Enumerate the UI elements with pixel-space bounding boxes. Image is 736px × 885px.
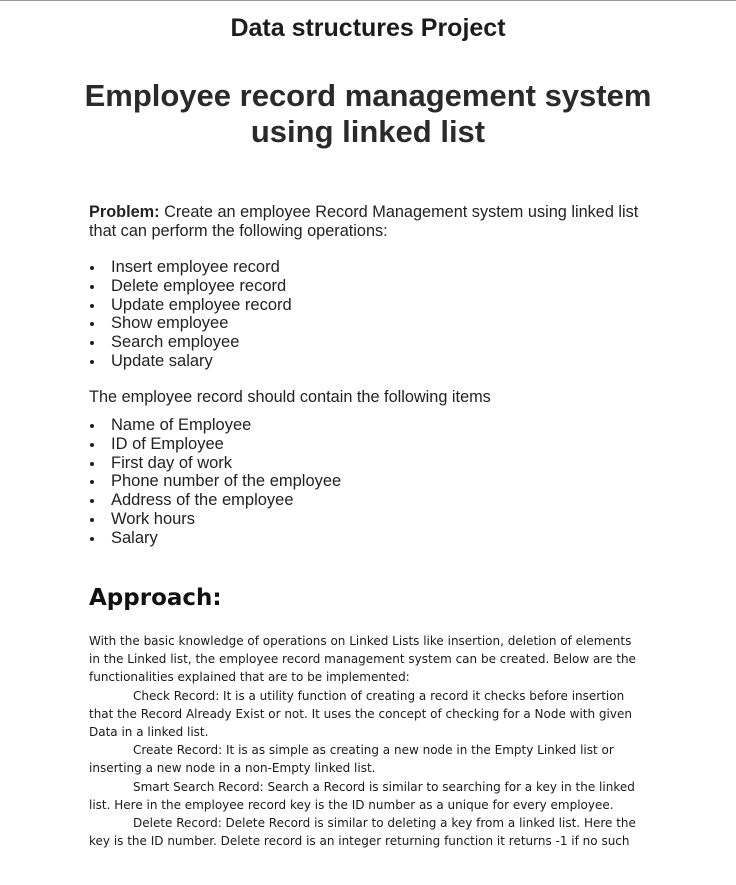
document-title: [60, 78, 676, 150]
paragraph-check-record: Check Record: It is a utility function of creating a record it checks before insertion that the Record Already Exist or not. It uses the concept of checking for a Node with given Data in a linked list.: [89, 688, 632, 740]
list-item: Phone number of the employee: [89, 472, 341, 491]
paragraph-create-record: Create Record: It is as simple as creating a new node in the Empty Linked list or inserting a new node in a non-Empty linked list.: [89, 743, 614, 776]
operations-list: [89, 258, 292, 371]
problem-statement: [89, 203, 669, 241]
list-item: Salary: [89, 529, 341, 548]
list-item: First day of work: [89, 454, 341, 473]
list-item: Insert employee record: [89, 258, 292, 277]
list-item: ID of Employee: [89, 435, 341, 454]
list-item: Address of the employee: [89, 491, 341, 510]
problem-label: Problem:: [89, 203, 160, 221]
list-item: Update employee record: [89, 296, 292, 315]
list-item: Search employee: [89, 333, 292, 352]
approach-intro: With the basic knowledge of operations on Linked Lists like insertion, deletion of elements in the Linked list, the employee record management system can be created. Below are the functionalities explained that are to be implemented:: [89, 634, 636, 685]
paragraph-delete-record: Delete Record: Delete Record is similar to deleting a key from a linked list. Here the key is the ID number. Delete record is an integer returning function it returns -1 if no such: [89, 816, 636, 849]
list-item: Work hours: [89, 510, 341, 529]
approach-body: [89, 632, 645, 850]
title-line-2: using linked list: [250, 114, 486, 149]
problem-text: Create an employee Record Management system using linked list that can perform the following operations:: [89, 203, 639, 240]
list-item: Name of Employee: [89, 416, 341, 435]
list-item: Update salary: [89, 352, 292, 371]
items-intro: The employee record should contain the following items: [89, 388, 491, 406]
record-items-list: [89, 416, 341, 547]
list-item: Delete employee record: [89, 277, 292, 296]
title-line-1: Employee record management system: [84, 78, 652, 113]
page-header: Data structures Project: [230, 14, 506, 42]
paragraph-search-record: Smart Search Record: Search a Record is similar to searching for a key in the linked list. Here in the employee record key is the ID number as a unique for every employee.: [89, 779, 635, 812]
list-item: Show employee: [89, 314, 292, 333]
approach-heading: Approach:: [89, 585, 222, 611]
top-border-line: [0, 0, 736, 1]
